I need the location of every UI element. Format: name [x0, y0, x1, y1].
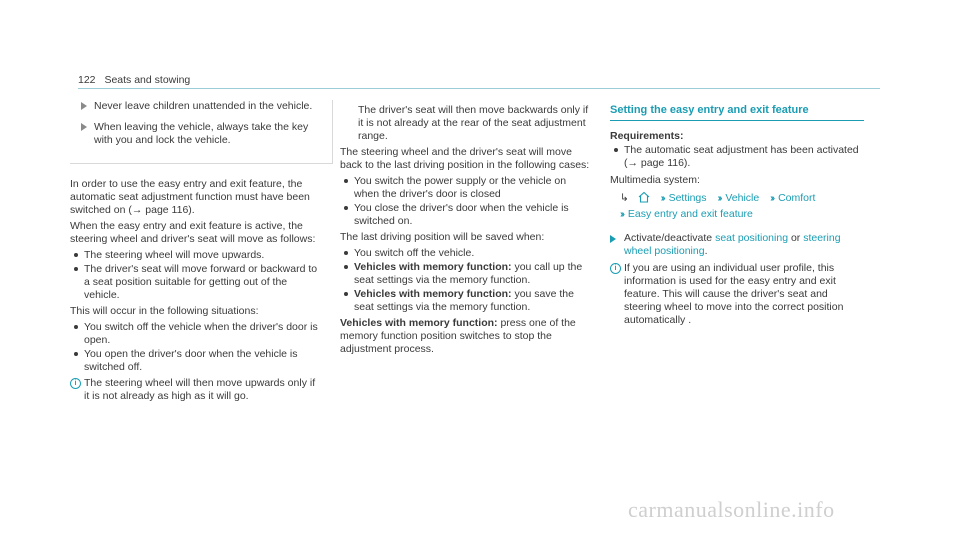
bullet-icon — [74, 253, 78, 257]
bullet-arrow-icon — [81, 102, 87, 110]
list-item: Vehicles with memory function: you call up the seat settings via the memory function. — [340, 261, 590, 287]
path-vehicle: Vehicle — [725, 192, 760, 204]
heading-underline — [610, 120, 864, 121]
watermark: carmanualsonline.info — [628, 497, 835, 522]
menu-arrow-icon: ↳ — [620, 192, 629, 204]
list-item: The automatic seat adjustment has been activated (→ page 116). — [610, 144, 860, 170]
multimedia-label: Multimedia system: — [610, 174, 700, 186]
page-header — [78, 74, 880, 88]
info-icon: i — [70, 378, 81, 389]
active-paragraph: When the easy entry and exit feature is active, the steering wheel and driver's seat will move as follows: — [70, 220, 316, 245]
saved-cases-list — [340, 247, 590, 314]
note: i If you are using an individual user profile, this information is used for the easy entry and exit feature. This will cause the driver's seat and steering wheel to move into the correct position automatically . — [610, 262, 860, 327]
back-cases-list — [340, 175, 590, 228]
bullet-icon — [74, 352, 78, 356]
chevron-icon: ›› — [770, 192, 774, 204]
bullet-icon — [344, 206, 348, 210]
list-item: You open the driver's door when the vehicle is switched off. — [70, 348, 320, 374]
column-3 — [610, 100, 860, 327]
requirements-list — [610, 144, 860, 170]
path-comfort: Comfort — [778, 192, 816, 204]
bullet-arrow-icon — [81, 123, 87, 131]
bullet-icon — [614, 148, 618, 152]
bullet-icon — [74, 325, 78, 329]
info-icon: i — [610, 263, 621, 274]
note: i The steering wheel will then move upwards only if it is not already as high as it will go. — [70, 377, 320, 403]
bullet-icon — [74, 267, 78, 271]
bullet-icon — [344, 292, 348, 296]
page-number: 122 — [78, 74, 96, 86]
path-settings: Settings — [668, 192, 707, 204]
situations-paragraph: This will occur in the following situations: — [70, 305, 259, 317]
list-item: The steering wheel will move upwards. — [70, 249, 320, 262]
bullet-icon — [344, 251, 348, 255]
list-item: You switch off the vehicle when the driver's door is open. — [70, 321, 320, 347]
chevron-icon: ›› — [717, 192, 721, 204]
section-heading: Setting the easy entry and exit feature — [610, 104, 809, 116]
memory-paragraph: Vehicles with memory function: press one of the memory function position switches to stop the adjustment process. — [340, 317, 576, 355]
column-1 — [70, 100, 320, 403]
moves-list — [70, 249, 320, 302]
back-paragraph: The steering wheel and the driver's seat will move back to the last driving position in the following cases: — [340, 146, 590, 171]
bullet-icon — [344, 265, 348, 269]
continued-paragraph: The driver's seat will then move backwards only if it is not already at the rear of the seat adjustment range. — [358, 104, 589, 142]
warning-item: Never leave children unattended in the vehicle. — [70, 100, 322, 113]
chevron-icon: ›› — [620, 208, 623, 220]
path-easy-entry: Easy entry and exit feature — [627, 208, 753, 220]
bullet-icon — [344, 179, 348, 183]
step: Activate/deactivate seat positioning or steering wheel positioning. — [610, 232, 860, 258]
section-title: Seats and stowing — [104, 74, 191, 86]
step-arrow-icon — [610, 235, 616, 243]
list-item: You switch the power supply or the vehicle on when the driver's door is closed — [340, 175, 590, 201]
column-2 — [340, 104, 590, 359]
requirements-title: Requirements: — [610, 130, 684, 142]
intro-paragraph: In order to use the easy entry and exit feature, the automatic seat adjustment function must have been switched on (→ page 116). — [70, 178, 310, 216]
option-seat-positioning: seat positioning — [715, 232, 789, 244]
situations-list — [70, 321, 320, 374]
warning-box — [70, 100, 333, 164]
home-icon — [638, 191, 650, 203]
header-divider — [78, 88, 880, 89]
saved-paragraph: The last driving position will be saved when: — [340, 231, 545, 243]
warning-item: When leaving the vehicle, always take the key with you and lock the vehicle. — [70, 121, 322, 147]
list-item: The driver's seat will move forward or backward to a seat position suitable for getting out of the vehicle. — [70, 263, 320, 302]
list-item: You switch off the vehicle. — [340, 247, 590, 260]
chevron-icon: ›› — [660, 192, 664, 204]
menu-path — [610, 190, 860, 222]
list-item: Vehicles with memory function: you save the seat settings via the memory function. — [340, 288, 590, 314]
option-steering-wheel-positioning: steering wheel positioning — [624, 232, 841, 257]
list-item: You close the driver's door when the vehicle is switched on. — [340, 202, 590, 228]
